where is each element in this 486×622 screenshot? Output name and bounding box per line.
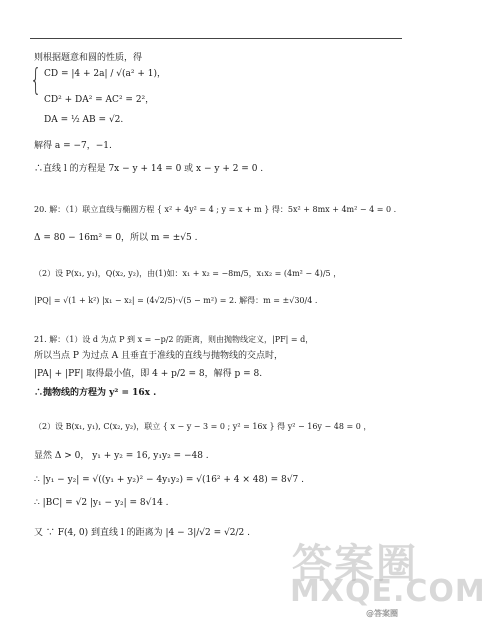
equation-line: CD² + DA² = AC² = 2²， xyxy=(44,95,155,105)
watermark-url: MXQE.COM xyxy=(290,574,486,609)
text-line: 20. 解：（1）联立直线与椭圆方程 { x² + 4y² = 4 ; y = x + m } 得：5x² + 8mx + 4m² − 4 = 0 . xyxy=(34,205,397,214)
text-line: （2）设 P(x₁, y₁)，Q(x₂, y₂)，由(1)如：x₁ + x₂ = −8m/5，x₁x₂ = (4m² − 4)/5 ， xyxy=(34,269,342,278)
text-line: 解得 a = −7，−1. xyxy=(34,141,112,151)
text-line: |PA| + |PF| 取得最小值，即 4 + p/2 = 8，解得 p = 8. xyxy=(34,369,263,379)
text-line: （2）设 B(x₁, y₁), C(x₂, y₂)，联立 { x − y − 3 = 0 ; y² = 16x } 得 y² − 16y − 48 = 0 ， xyxy=(34,422,372,431)
text-line: Δ = 80 − 16m² = 0，所以 m = ±√5 . xyxy=(34,233,198,243)
text-line: 又 ∵ F(4, 0) 到直线 l 的距离为 |4 − 3|/√2 = √2/2 . xyxy=(34,528,250,538)
text-line: ∴ |y₁ − y₂| = √((y₁ + y₂)² − 4y₁y₂) = √(16² + 4 × 48) = 8√7 . xyxy=(34,475,304,485)
text-line: 21. 解：（1）设 d 为点 P 到 x = −p/2 的距离，则由抛物线定义，|PF| = d， xyxy=(34,335,314,344)
watermark-logo-text: 答案圈 xyxy=(292,541,418,587)
text-line: ∴抛物线的方程为 y² = 16x . xyxy=(34,388,157,398)
equation-line: DA = ½ AB = √2. xyxy=(44,115,124,125)
header-rule xyxy=(30,38,402,39)
watermark-tag: @答案圈 xyxy=(366,609,398,618)
text-line: 则根据题意和圆的性质，得 xyxy=(34,53,143,63)
text-line: |PQ| = √(1 + k²) |x₁ − x₂| = (4√2/5)·√(5 − m²) = 2. 解得：m = ±√30/4 . xyxy=(34,296,318,305)
text-line: ∴直线 l 的方程是 7x − y + 14 = 0 或 x − y + 2 = 0 . xyxy=(34,164,264,174)
brace-icon: { xyxy=(30,63,42,98)
text-line: 显然 Δ > 0， y₁ + y₂ = 16, y₁y₂ = −48 . xyxy=(34,451,209,461)
text-line: ∴ |BC| = √2 |y₁ − y₂| = 8√14 . xyxy=(34,498,169,508)
equation-line: CD = |4 + 2a| / √(a² + 1)， xyxy=(44,69,166,79)
text-line: 所以当点 P 为过点 A 且垂直于准线的直线与抛物线的交点时， xyxy=(34,351,284,361)
